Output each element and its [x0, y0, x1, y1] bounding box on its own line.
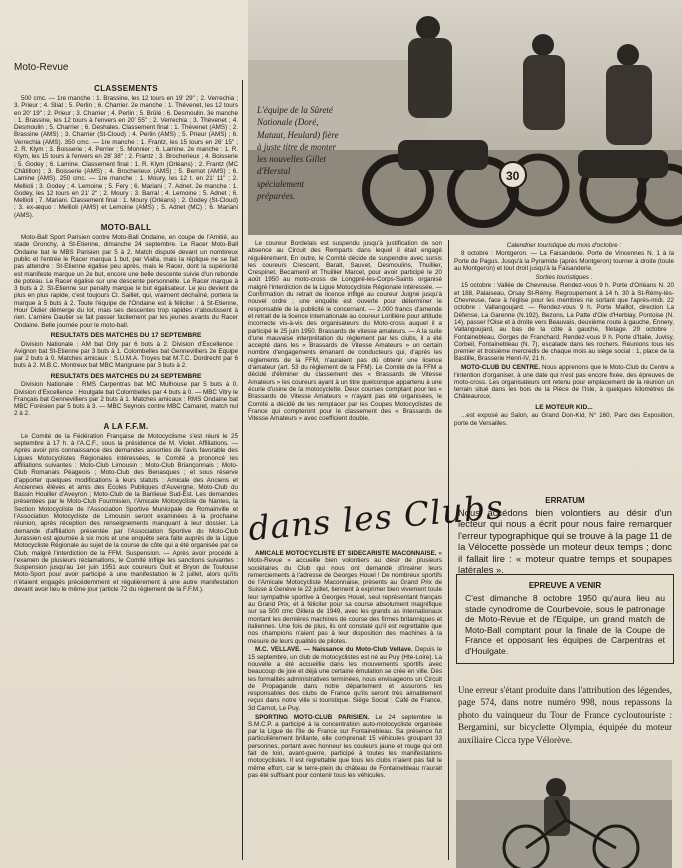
classements-heading: CLASSEMENTS	[94, 84, 158, 93]
amicale-heading: AMICALE MOTOCYCLISTE ET SIDECARISTE MACONNAISE.	[255, 550, 437, 557]
column-divider	[448, 240, 449, 860]
column-middle-clubs	[248, 550, 442, 862]
ffm-text: Le Comité de la Fédération Française de Motocyclisme s'est réuni le 25 septembre à 17 h. à l'A.C.F., sous la présidence de M. Violet. Affiliations. — Après avoir pris connaissance des demandes assorties de l'avis favorable des Ligues Motocyclistes Régionales intéressées, le Comité a prononcé les affiliations suivantes : Moto-Club Limousin ; Moto-Club Briançonnais ; Moto-Club Romanais Péageois ; Moto-Club des Benasques ; et sous réserve d'apporter quelques modifications à leurs statuts : Amicale des Anciens et Anciennes élèves et amis des Ecoles Publiques d'Auvergne, Moto-Club du Bassin Houiller d'Aveyron ; Moto-Club de la Banlieue Sud-Est. Les demandes présentées par le Moto-Club Fourmisien, l'Amicale Motocycliste de Nantes, la Section Motocycliste de l'Association Sportive Municipale de Romainville et l'Association Motocycliste de Limousin seront examinées à la prochaine réunion, après réception des renseignements manquant à leur dossier. La demande d'affiliation présentée par l'Association Sportive du Moto-Club Jurassien est ajournée à six mois et une enquête sera faite auprès de la Ligue Motocycliste Régionale au sujet de la course de côte qui a été organisée par ce Club, malgré l'interdiction de la FFM. Suspension. — Après avoir procédé à l'examen de plusieurs réclamations, le Comité inflige les sanctions suivantes : Suspension jusqu'au 1er juin 1951 aux coureurs Guit et Bryon de Toulouse Moto-Sport pour avoir participé à une manifestation le 2 juillet, alors qu'ils n'étaient engagés précédemment et régulièrement à une autre manifestation devant avoir lieu le même jour (article 72 du règlement de la F.F.M.).	[14, 432, 238, 593]
kid-heading: LE MOTEUR KID...	[535, 403, 593, 411]
clubs-section-title: dans les Clubs	[246, 486, 506, 549]
magazine-header: Moto-Revue	[14, 62, 69, 73]
epreuve-text: C'est dimanche 8 octobre 1950 qu'aura lieu au stade cynodrome de Courbevoie, sous le patronage de Moto-Revue et de l'Equipe, un grand match de Moto-Ball comptant pour la finale de la Coupe de France et opposant les équipes de Carpentras et d'Houlgate.	[465, 593, 665, 656]
calendar-text: 8 octobre : Montgeron. — La Faisanderie. Porte de Vincennes N. 1 à la Porte de Pagus. Jusqu'à la Pyramide (après Montgeron) tourner à droite (toute au Montgeron) et tout droit jusqu'à la Faisanderie.	[454, 250, 674, 272]
bicycle-image	[456, 760, 672, 868]
results-17-text: Division Nationale : AM bat Orly par 6 buts à 2. Division d'Excellence : Avignon bat St-Etienne par 3 buts à 1. Colombelles bat Gennevilliers 2e Equipe par 2 buts à 0. Matches amicaux : S.U.M.A. Troyes bat M.T.C. Dordrecht par 6 buts à 2. M.B.C. Montreux bat MBC Marignane par 3 buts à 2.	[14, 340, 238, 370]
column-divider	[242, 80, 243, 860]
smcp-text: Le 24 septembre le S.M.C.P. a participé à la concentration auto-motocycliste organisée par la Ligue de l'Ile de France sur Fontainebleau. Sa présence fut particulièrement brillante, elle comprenait 15 véhicules groupant 33 personnes, portant avec honneur les couleurs jaune et rouge qui ont fait de loin, avant-guerre, participé à toutes les manifestations motocyclistes. Il est regrettable que tous les clubs n'aient pas fait le même effort, car le terre-plein du château de Fontainebleau n'aurait pas été suffisant pour contenir tous les véhicules.	[248, 713, 442, 779]
erratum-text: Nous accédons bien volontiers au désir d'un lecteur qui nous a écrit pour nous faire remarquer l'erreur typographique qui se trouve à la page 11 de la Vélocette possède un moteur deux temps ; donc il fallait lire : « moteur quatre temps et soupapes latérales ».	[458, 507, 672, 576]
motoball-text: Moto-Ball Sport Parisien contre Moto-Ball Ondaine, en coupe de l'Amitié, au stade Gronchy, à St-Etienne, dimanche 24 septembre. Le Racer Moto-Ball Ondaine bat le MBS Parisien par 5 à 2. Match disputé devant un nombreux public et l'entrée le Racer marqua 1 but, par Vialla, mais la réplique ne se fait pas attendre : St-Etienne égalise peu après, mais le Racer, dont la supériorité est manifeste marque un 2e but, encore une belle descente suivie d'un rebonde de poteau. Le Racer égalise sur une descente personnelle. Le Racer marque à 3 buts à 2. St-Etienne sur penalty marque le but égalisateur. Le jeu devient de plus en plus rapide, c'est toujours Cl. Saillet, qui, vraiment déchaîné, portera la marque à 5 buts à 2. Toute l'équipe de l'Ondaine est à féliciter : à St-Etienne, Hour Didier démerge du lot, mais ses descentes trop rapides n'aboutissent à rien. L'arrière Dautier se fait passer facilement par les jeunes avants du Racer Ondaine. Belle journée pour le moto-ball.	[14, 234, 238, 329]
svg-text:30: 30	[506, 169, 520, 183]
epreuve-box	[456, 574, 674, 664]
column-left	[14, 80, 238, 862]
results-24-text: Division Nationale : RMS Carpentras bat MC Mulhouse par 5 buts à 0. Division d'Excellence : Houlgate bat Colombelles par 4 buts à 0. — MBC Vitry le Français bat Gennevilliers par 2 buts à 1. Matches amicaux : RMS Ondaine bat MBC Forésien par 5 buts à 3. — MBC Seynois contre MBC Camaret, match nul 2 à 2.	[14, 381, 238, 418]
sorties-heading: Sorties touristiques :	[535, 274, 593, 282]
vellave-heading: M.C. VELLAVE. — Naissance du Moto-Club Vellave.	[255, 646, 413, 654]
calendar-heading: Calendrier touristique du mois d'octobre :	[506, 242, 622, 249]
erratum-block	[458, 496, 672, 575]
sorties-text: 15 octobre : Vallée de Chevreuse. Rendez-vous 9 h. Porte d'Orléans N. 20 et 188, Palaiseau, Orsay St-Rémy. Regroupement à 14 h. 30 à St-Rémy-lès-Chevreuse, face à l'église pour les membres ne sortant que l'après-midi. 22 octobre : Vallangoujard. — Rendez-vous 9 h. Porte Maillot, direction La Défense, La Garenne (N.192), Bezons, La Patte d'Oie d'Herblay, Pontoise (N. 14), passer l'Oise et à droite vers Beauvais, deuxième route à gauche, Ennery, Vallangoujard, au bas de la côte à gauche, filetage. 29 octobre : Fontainebleau, Gorges de Franchard. Rendez-vous 9 h. Porte d'Italie, Juvisy, Corbeil, Fontainebleau (N. 7), escalade dans les rochers. Réunions tous les premier et troisième mercredis de chaque mois au siège social : 1, place de la Bastille, Brasserie Henri-IV, 21 h.	[454, 282, 674, 363]
ffm-continued-text: Le coureur Bordelais est suspendu jusqu'à justification de son absence au Circuit des Remparts dans lequel il était engagé régulièrement. En outre, le Comité décide de suspendre avec sursis les coureurs Crescent, Baralt, Sauvet, Desmoulins, Thuillier, Crespinet, Becamenil et Thuillier Marcel, pour avoir participé le 20 août 1950 au moto-cross de Longpré-les-Corps-Saints organisé malgré l'interdiction de la Ligue Motocycliste Régionale intéressée. — Confirmation du retrait de licence infligé au coureur Juigné jusqu'à nouvel ordre ; une enquête est ouverte pour déterminer le responsable de la publicité le concernant. — 2.000 francs d'amende et retrait de la licence internationale au coureur Lorillière pour attitude incorrecte vis-à-vis des organisateurs du Moto-cross auquel il a participé le 25 juin 1950. Brassards de vitesse amateurs. — A la suite d'une mauvaise interprétation du règlement par les clubs, il a été accepté dans les « Brassards de Vitesse Amateurs » un certain nombre d'engagements émanant de conducteurs qui, d'après les règlements de la FFM, n'auraient pas dû obtenir une licence d'amateur (art. 53 du règlement de la FFM). Le Comité de la FFM a décidé d'éliminer du classement des « Brassards de Vitesse Amateurs » les coureurs ayant à un titre quelconque appartenu à une écurie d'usine de la motocyclette. Deux courses comptant pour les « Brassards de Vitesse Amateurs » n'ayant pas été organisées, le Comité a décidé de les remplacer par les Coupes Motocyclistes de France qui compteront pour le classement des « Brassards de Vitesse Amateurs » avec coefficient double.	[248, 240, 442, 423]
results-24-heading: RESULTATS DES MATCHES DU 24 SEPTEMBRE	[50, 372, 202, 380]
ffm-heading: A LA F.F.M.	[103, 421, 149, 431]
cyclist-photo	[456, 760, 672, 868]
motoball-heading: MOTO-BALL	[100, 223, 152, 233]
centre-heading: MOTO-CLUB DU CENTRE.	[461, 364, 541, 372]
kid-text: ...est exposé au Salon, au Grand Don-Kid, N° 160, Parc des Exposition, porte de Versailles.	[454, 412, 674, 427]
centre-text: Nous apprenons que le Moto-Club du Centre a l'intention d'organiser, à une date qui n'est pas encore fixée, des épreuves de moto-cross. Les organisateurs ont retenu pour emplacement de la réunion un terrain situé dans les bois de la Pièce de l'Isle, à quelques kilomètres de Châteauroux.	[454, 364, 674, 401]
classements-text: 500 cmc. — 1re manche : 1. Brassine, les 12 tours en 19' 29" ; 2. Verrechia ; 3. Prieur ; 4. Sliat ; 5. Perlin ; 6. Charrier. 2e manche : 1. Thévenet, les 12 tours en 20' 19" ; 2. Prieur ; 3. Charrier ; 4. Perlin ; 5. Brûlé ; 6. Desmoulin. 3e manche : 1. Brassine, les 12 tours à l'envers en 20' 55" ; 2. Verrechia ; 3. Thévenet ; 4. Desmoulin ; 5. Charrier ; 6. Deshales. Classement final : 1. Thévenet (AMS) ; 2. Brassine (AMS) ; 3. Charrier (St-Cloud) ; 4. Perlin (AMS) ; 5. Prieur (AMS) ; 6. Verrechia (AMS). 350 cmc. — 1re manche : 1. Frantz, les 15 tours en 26' 15" ; 2. R. Klym ; 3. Boisserie ; 4. Perrier ; 5. Monnier ; 6. Lamine. 2e manche : 1. R. Klym, les 15 tours à l'envers en 28' 38" ; 2. Frantz ; 3. Brocherieux ; 4. Boisserie ; 5. Godey ; 6. Lamine. Classement final : 1. R. Klym (Orléans) ; 2. Frantz (MC Châtillon) ; 3. Boisserie (AMS) ; 4. Brocherieux (AMS) ; 5. Bernot (AMS) ; 6. Lamine (AMS). 250 cmc. — 1re manche : 1. Moury, les 12 t. en 21' 11" ; 2. Mellioli ; 3. Godey ; 4. Lemoine ; 5. Fery ; 6. Mariani ; 7. Adnet. 2e manche : 1. Godey, les 12 tours en 21' 2" ; 2. Moury ; 3. Barral ; 4. Lemoine ; 5. Adnet ; 6. Mellioli ; 7. Mariani. Classement final : 1. Moury (Orléans) ; 2. Godey (St-Cloud) ; 3. ex-æquo : Mellioli (AMS) et Lemoine (AMS) ; 5. Adnet (MC) ; 6. Mariani (AMS).	[14, 95, 238, 219]
amicale-text: « Moto-Revue » accueille bien volontiers au désir de plusieurs sociétaires du Club qui nous ont demandé d'insérer leurs remerciements à l'adresse de Georges Houel ! De nombreux sportifs de l'Amicale Motocycliste Maconnaise, présents au Grand Prix de Suisse à Genève le 22 juillet, tiennent à exprimer bien vivement toute leur sympathie sportive à Georges Houel, seul représentant français au Grand Prix, et à féliciter pour sa course absolument magnifique sur sa 500 cmc Gillera de 1949, avec les grands as internationaux montant les dernières machines de course des firmes britanniques et italiennes. Une fois de plus, ils ont constaté qu'il est regrettable que nos champions n'aient pas à leur disposition des machines à la mesure de leurs qualités de pilotes.	[248, 550, 442, 645]
erratum-title: ERRATUM	[545, 496, 585, 505]
vellave-text: Depuis le 15 septembre, un club de motocyclistes est né au Puy (Hte-Loire). La nouvelle a été accueillie dans les mouvements sportifs avec beaucoup de joie et déjà une certaine émulation se crée en ville. Dès les formalités administratives terminées, nous envisageons un Circuit de Propagande dans notre département et assurons les responsables des clubs de France qu'ils seront très aimablement reçus dans notre ville si touristique. Siège Social : Café de France, 3d Carnot, Le Puy.	[248, 646, 442, 712]
correction-text: Une erreur s'étant produite dans l'attribution des légendes, page 574, dans notre numéro 998, nous repassons la photo du vainqueur du Tour de France cycloutouriste : Bergamini, sur bicyclette Olympia, équipée du moteur auxiliaire Cicca type Vélorève.	[458, 685, 672, 745]
photo-caption: L'équipe de la Sûreté Nationale (Doré, Mataut, Heulard) fière à juste titre de monter les nouvelles Gillet d'Herstal spécialement préparées.	[257, 105, 339, 202]
column-right	[454, 240, 674, 490]
epreuve-title: EPREUVE A VENIR	[528, 581, 602, 590]
column-middle	[248, 240, 442, 490]
smcp-heading: SPORTING MOTO-CLUB PARISIEN.	[255, 713, 370, 721]
results-17-heading: RESULTATS DES MATCHES DU 17 SEPTEMBRE	[50, 331, 202, 339]
